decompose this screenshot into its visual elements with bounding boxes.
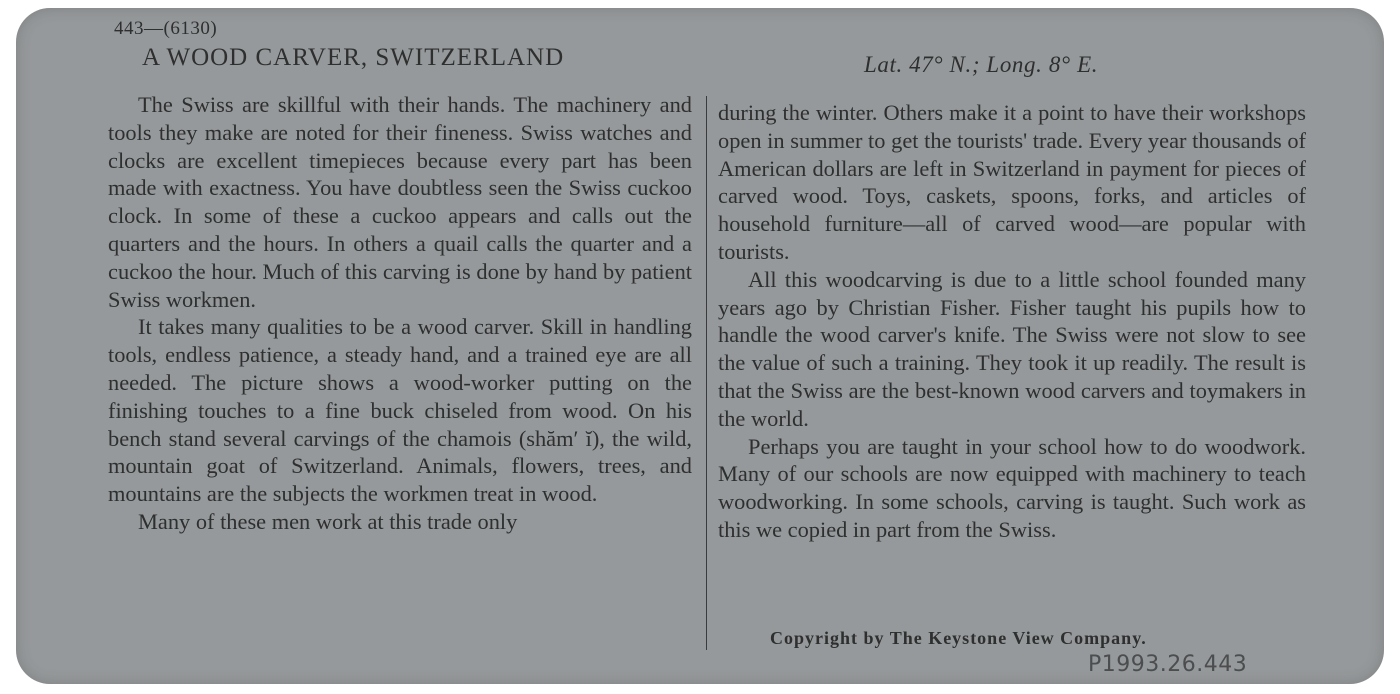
left-text-column — [108, 91, 692, 536]
paragraph: during the winter. Others make it a point to have their workshops open in summer to get the tourists' trade. Every year thousands of American dollars are left in Switzerland in payment for pieces of carved wood. Toys, caskets, spoons, forks, and articles of household furniture—all of carved wood—are popular with tourists. — [718, 100, 1306, 264]
accession-number: P1993.26.443 — [1088, 652, 1248, 677]
column-divider — [706, 96, 707, 650]
paragraph: Perhaps you are taught in your school how to do woodwork. Many of our schools are now equipped with machinery to teach woodworking. In some schools, carving is taught. Such work as this we copied in part from the Swiss. — [718, 433, 1306, 542]
paragraph: All this woodcarving is due to a little school founded many years ago by Christian Fisher. Fisher taught his pupils how to handle the wood carver's knife. The Swiss were not slow to see the value of such a training. They took it up readily. The result is that the Swiss are the best-known wood carvers and toymakers in the world. — [718, 266, 1306, 431]
paragraph: It takes many qualities to be a wood carver. Skill in handling tools, endless patience, a steady hand, and a trained eye are all needed. The picture shows a wood-worker putting on the finishing touches to a fine buck chiseled from wood. On his bench stand several carvings of the chamois (shăm′ ĭ), the wild, mountain goat of Switzerland. Animals, flowers, trees, and mountains are the subjects the workmen treat in wood. — [108, 314, 692, 507]
stereograph-card-back — [16, 8, 1384, 684]
catalog-number: 443—(6130) — [114, 18, 218, 39]
paragraph: The Swiss are skillful with their hands. The machinery and tools they make are noted for their fineness. Swiss watches and clocks are excellent timepieces because every part has been made with exactness. You have doubtless seen the Swiss cuckoo clock. In some of these a cuckoo appears and calls out the quarters and the hours. In others a quail calls the quarter and a cuckoo the hour. Much of this carving is done by hand by patient Swiss workmen. — [108, 92, 692, 312]
card-title: A WOOD CARVER, SWITZERLAND — [142, 44, 565, 71]
paragraph: Many of these men work at this trade only — [138, 508, 518, 534]
coordinates: Lat. 47° N.; Long. 8° E. — [864, 52, 1099, 77]
right-text-column — [718, 99, 1306, 544]
copyright-notice: Copyright by The Keystone View Company. — [770, 628, 1147, 648]
